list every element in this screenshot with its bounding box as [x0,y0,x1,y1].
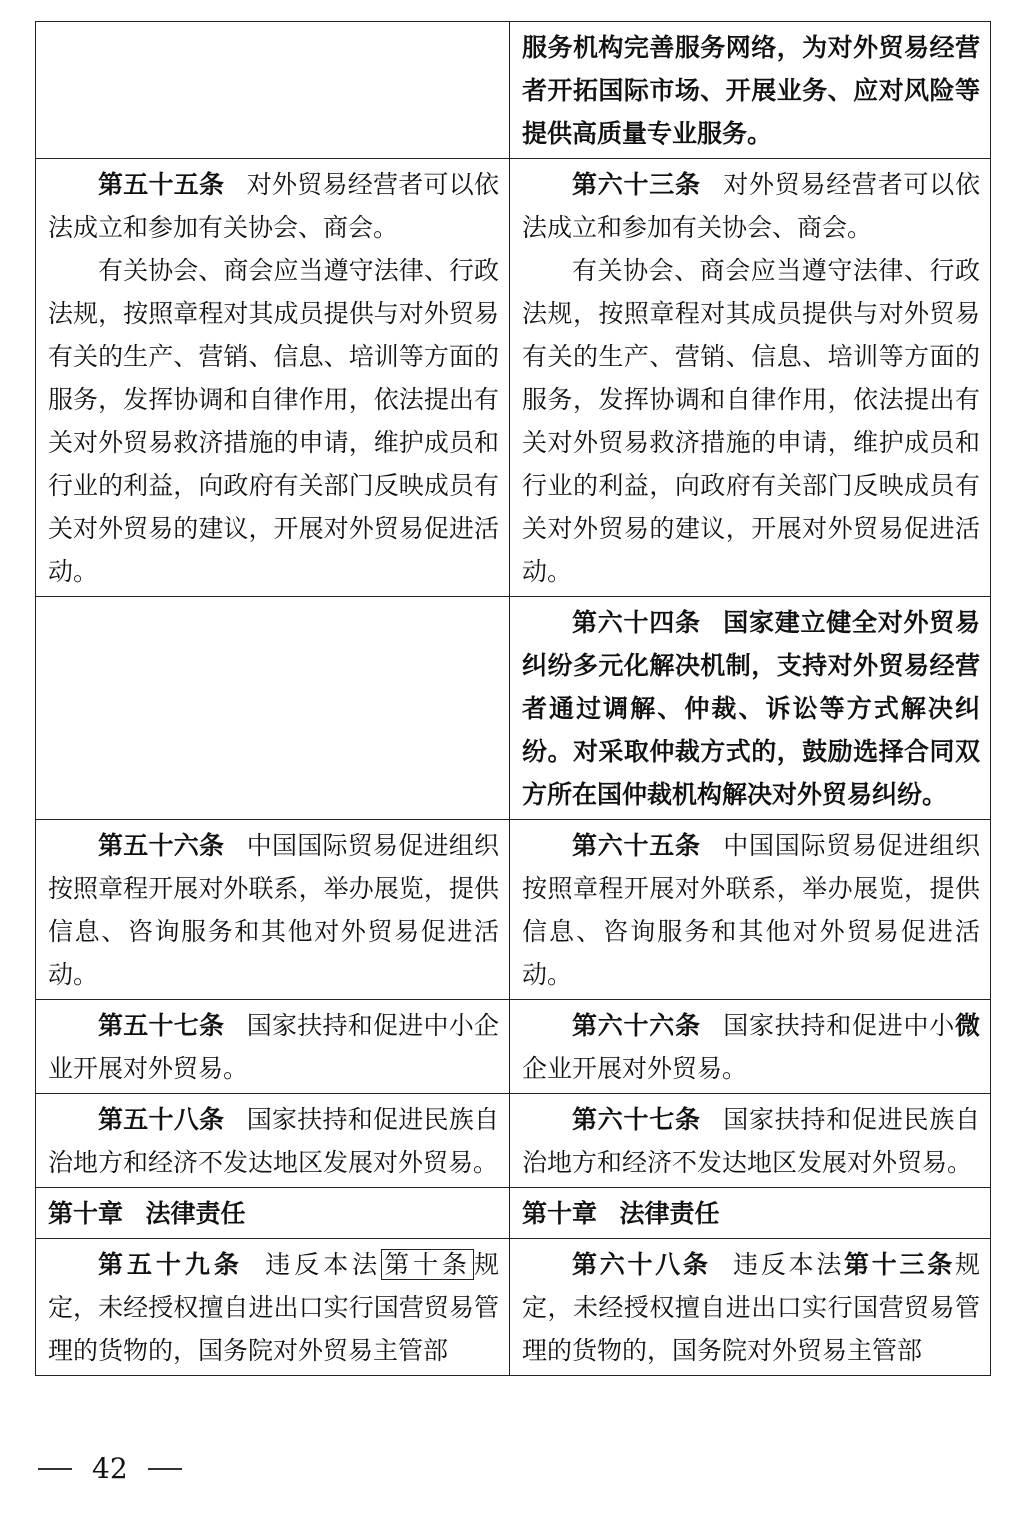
right-cell [510,1000,991,1094]
article-number: 第五十六条 [98,831,225,860]
chapter-heading-right [510,1188,991,1239]
article-number: 第五十八条 [98,1105,225,1134]
right-cell [510,1239,991,1376]
article-number: 第六十五条 [572,831,701,860]
paragraph [522,1098,980,1184]
paragraph [522,1243,980,1372]
paragraph [522,601,980,816]
article-text: 国家建立健全对外贸易纠纷多元化解决机制，支持对外贸易经营者通过调解、仲裁、诉讼等方式解决纠纷。对采取仲裁方式的，鼓励选择合同双方所在国仲裁机构解决对外贸易纠纷。 [522,608,980,809]
article-number: 第六十七条 [572,1105,701,1134]
left-cell [36,1000,510,1094]
paragraph [522,824,980,996]
paragraph: 有关协会、商会应当遵守法律、行政法规，按照章程对其成员提供与对外贸易有关的生产、营销、信息、培训等方面的服务，发挥协调和自律作用，依法提出有关对外贸易救济措施的申请，维护成员和行业的利益，向政府有关部门反映成员有关对外贸易的建议，开展对外贸易促进活动。 [48,256,499,586]
chapter-number: 第十章 [48,1199,124,1228]
article-text: 规定，未经授权擅自进出口实行国营贸易管理的货物的，国务院对外贸易主管部 [522,1250,980,1365]
left-cell [36,159,510,597]
footer-dash-right [148,1468,182,1470]
paragraph [48,1098,499,1184]
added-text: 第十三条 [844,1250,955,1279]
paragraph [522,1004,980,1090]
article-number: 第五十五条 [98,170,225,199]
table-row [36,1094,991,1188]
article-number: 第六十四条 [572,608,701,637]
right-cell [510,159,991,597]
article-number: 第六十三条 [572,170,701,199]
article-number: 第六十六条 [572,1011,701,1040]
left-cell [36,1239,510,1376]
article-text: 违反本法 [265,1250,382,1279]
article-number: 第五十九条 [98,1250,243,1279]
left-cell [36,597,510,820]
page-number: 42 [92,1452,128,1485]
footer-dash-left [38,1468,72,1470]
paragraph [522,163,980,249]
paragraph [48,1243,499,1372]
left-cell [36,22,510,159]
left-cell [36,820,510,1000]
article-text: 违反本法 [733,1250,845,1279]
left-cell [36,1094,510,1188]
table-row [36,1239,991,1376]
right-cell [510,1094,991,1188]
right-cell [510,22,991,159]
paragraph [48,1004,499,1090]
chapter-title: 法律责任 [145,1199,246,1228]
chapter-heading-left [36,1188,510,1239]
right-cell [510,820,991,1000]
chapter-number: 第十章 [522,1199,598,1228]
article-number: 第六十八条 [572,1250,711,1279]
article-text: 企业开展对外贸易。 [522,1054,748,1083]
table-row [36,820,991,1000]
deleted-text-box: 第十条 [381,1249,474,1280]
paragraph [48,824,499,996]
page-footer [38,1452,182,1485]
article-text: 中国国际贸易促进组织按照章程开展对外联系，举办展览，提供信息、咨询服务和其他对外贸易促进活动。 [522,831,980,989]
article-text: 国家扶持和促进中小 [723,1011,955,1040]
table-row [36,1188,991,1239]
paragraph: 有关协会、商会应当遵守法律、行政法规，按照章程对其成员提供与对外贸易有关的生产、营销、信息、培训等方面的服务，发挥协调和自律作用，依法提出有关对外贸易救济措施的申请，维护成员和行业的利益，向政府有关部门反映成员有关对外贸易的建议，开展对外贸易促进活动。 [522,256,980,586]
table-row [36,597,991,820]
article-text: 国家扶持和促进民族自治地方和经济不发达地区发展对外贸易。 [522,1105,980,1177]
right-cell [510,597,991,820]
article-text: 对外贸易经营者可以依法成立和参加有关协会、商会。 [522,170,980,242]
article-text: 国家扶持和促进民族自治地方和经济不发达地区发展对外贸易。 [48,1105,499,1177]
article-text: 对外贸易经营者可以依法成立和参加有关协会、商会。 [48,170,499,242]
table-row [36,1000,991,1094]
table-row [36,22,991,159]
added-text: 微 [954,1011,980,1040]
article-text: 中国国际贸易促进组织按照章程开展对外联系，举办展览，提供信息、咨询服务和其他对外贸易促进活动。 [48,831,499,989]
article-text: 国家扶持和促进中小企业开展对外贸易。 [48,1011,499,1083]
chapter-title: 法律责任 [619,1199,720,1228]
paragraph: 服务机构完善服务网络，为对外贸易经营者开拓国际市场、开展业务、应对风险等提供高质量专业服务。 [522,33,980,148]
paragraph [48,163,499,249]
comparison-table [35,21,991,1376]
article-number: 第五十七条 [98,1011,225,1040]
table-row [36,159,991,597]
article-text: 规定，未经授权擅自进出口实行国营贸易管理的货物的，国务院对外贸易主管部 [48,1250,499,1365]
